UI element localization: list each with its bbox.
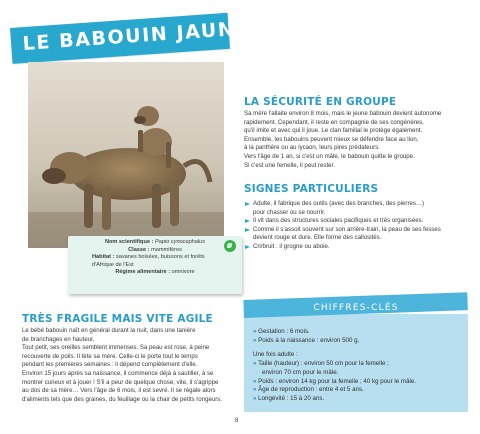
signes-heading: SIGNES PARTICULIERS	[244, 183, 379, 195]
height-fact-cont: environ 70 cm pour le mâle.	[262, 368, 339, 376]
list-item: Comme il s'assoit souvent sur son arrière-train, la peau de ses fesses devient rouge et dure. Elle forme des callosités.	[244, 226, 466, 243]
securite-heading: LA SÉCURITÉ EN GROUPE	[244, 96, 397, 108]
gestation-fact: » Gestation : 6 mois.	[253, 328, 465, 337]
weight-fact: » Poids : environ 14 kg pour la femelle ; 40 kg pour le mâle.	[253, 378, 465, 387]
list-item: Cri/bruit : il grogne ou aboie.	[244, 243, 466, 252]
diet-row: Régime alimentaire : omnivore	[115, 269, 195, 275]
birth-weight-fact: » Poids à la naissance : environ 500 g.	[253, 337, 465, 346]
reproduction-age-fact: » Âge de reproduction : entre 4 et 5 ans.	[253, 386, 465, 395]
list-item: Adulte, il fabrique des outils (avec des branches, des pierres…) pour chasser ou se nourrir.	[244, 200, 466, 217]
chiffres-cles-body	[253, 328, 465, 404]
securite-text: Sa mère l'allaite environ 8 mois, mais le jeune babouin devient autonome rapidement. Cependant, il reste en compagnie de ses congénères, qu'il imite et avec qui il joue. Le clan familial le protège également. Ensemble, les babouins peuvent mieux se défendre face au lion, à la panthère ou au lycaon, leurs pires prédateurs. Vers l'âge de 1 an, si c'est un mâle, le babouin quitte le groupe. Si c'est une femelle, il peut rester.	[244, 110, 442, 169]
fragile-heading: TRÈS FRAGILE MAIS VITE AGILE	[22, 313, 213, 325]
height-fact: » Taille (hauteur) : environ 50 cm pour la femelle ;	[253, 360, 465, 369]
leaf-icon	[224, 240, 236, 252]
fragile-text: Le bébé babouin naît en général durant la nuit, dans une tanière de branchages en hauteur. Tout petit, ses oreilles semblent immenses. Sa peau est rose, à peine recouverte de poils. Il tète sa mère. Celle-ci le porte tout le temps pendant les premières semaines : il dépend complètement d'elle. Environ 15 jours après sa naissance, il commence déjà à sautiller, à se montrer curieux et à jouer ! S'il a peur de quelque chose, vite, il s'agrippe au dos de sa mère… Vers l'âge de 6 mois, il est sevré. Il se régale alors d'aliments tels que des graines, du feuillage ou la chair de petits rongeurs.	[22, 327, 223, 403]
longevity-fact: » Longévité : 15 à 20 ans.	[253, 395, 465, 404]
scientific-name-row: Nom scientifique : Papio cynocephalus	[104, 239, 206, 245]
list-item: Il vit dans des structures sociales pacifiques et très organisées.	[244, 217, 466, 226]
page-title: LE BABOUIN JAUNE	[22, 17, 251, 55]
class-row: Classe : mammifères	[128, 246, 182, 253]
habitat-row: Habitat : savanes boisées, buissons et forêts d'Afrique de l'Est	[92, 254, 205, 268]
chiffres-cles-title: CHIFFRES-CLÉS	[313, 303, 399, 313]
species-id-card	[68, 236, 242, 294]
adult-label: Une fois adulte :	[253, 351, 298, 359]
page-number: 8	[235, 418, 239, 424]
baboon-photo	[28, 62, 224, 248]
signes-list	[244, 200, 466, 252]
